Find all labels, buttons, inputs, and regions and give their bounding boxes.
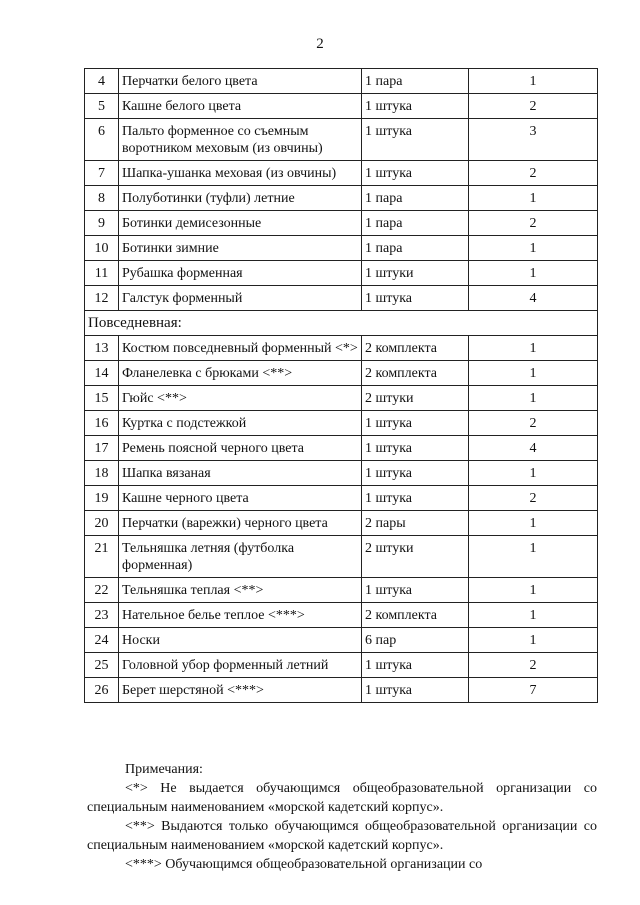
item-quantity: 2 комплекта [362, 361, 469, 386]
row-number: 9 [85, 211, 119, 236]
uniform-items-table [84, 68, 598, 703]
item-name: Ремень поясной черного цвета [119, 436, 362, 461]
item-name: Кашне черного цвета [119, 486, 362, 511]
section-row [85, 311, 598, 336]
item-wear-term: 1 [469, 69, 598, 94]
item-quantity: 1 пара [362, 236, 469, 261]
item-wear-term: 7 [469, 678, 598, 703]
item-wear-term: 1 [469, 236, 598, 261]
item-name: Тельняшка теплая <**> [119, 578, 362, 603]
row-number: 5 [85, 94, 119, 119]
row-number: 21 [85, 536, 119, 578]
item-quantity: 1 штука [362, 411, 469, 436]
table-row [85, 536, 598, 578]
row-number: 6 [85, 119, 119, 161]
item-quantity: 1 штуки [362, 261, 469, 286]
item-quantity: 1 штука [362, 461, 469, 486]
row-number: 18 [85, 461, 119, 486]
item-name: Берет шерстяной <***> [119, 678, 362, 703]
table-row [85, 336, 598, 361]
row-number: 17 [85, 436, 119, 461]
item-wear-term: 1 [469, 461, 598, 486]
item-name: Носки [119, 628, 362, 653]
item-wear-term: 2 [469, 161, 598, 186]
item-name: Пальто форменное со съемным воротником меховым (из овчины) [119, 119, 362, 161]
item-name: Шапка вязаная [119, 461, 362, 486]
table-row [85, 411, 598, 436]
item-wear-term: 1 [469, 361, 598, 386]
row-number: 24 [85, 628, 119, 653]
item-name: Фланелевка с брюками <**> [119, 361, 362, 386]
item-name: Ботинки демисезонные [119, 211, 362, 236]
item-name: Головной убор форменный летний [119, 653, 362, 678]
table-row [85, 69, 598, 94]
table-row [85, 161, 598, 186]
row-number: 15 [85, 386, 119, 411]
item-wear-term: 1 [469, 628, 598, 653]
table-row [85, 653, 598, 678]
table-row [85, 628, 598, 653]
item-quantity: 2 комплекта [362, 603, 469, 628]
table-body-ceremonial [85, 69, 598, 311]
item-wear-term: 1 [469, 536, 598, 578]
table-row [85, 361, 598, 386]
item-wear-term: 2 [469, 486, 598, 511]
table-row [85, 461, 598, 486]
row-number: 20 [85, 511, 119, 536]
item-wear-term: 1 [469, 186, 598, 211]
item-name: Галстук форменный [119, 286, 362, 311]
item-name: Кашне белого цвета [119, 94, 362, 119]
item-wear-term: 1 [469, 511, 598, 536]
note-item: <**> Выдаются только обучающимся общеобразовательной организации со специальным наименованием «морской кадетский корпус». [87, 819, 597, 853]
row-number: 19 [85, 486, 119, 511]
item-wear-term: 2 [469, 211, 598, 236]
table-row [85, 186, 598, 211]
table-row [85, 286, 598, 311]
table-row [85, 436, 598, 461]
item-wear-term: 1 [469, 336, 598, 361]
item-name: Куртка с подстежкой [119, 411, 362, 436]
table-body-daily [85, 336, 598, 703]
table-row [85, 603, 598, 628]
table-row [85, 386, 598, 411]
item-name: Ботинки зимние [119, 236, 362, 261]
item-name: Перчатки (варежки) черного цвета [119, 511, 362, 536]
item-name: Тельняшка летняя (футболка форменная) [119, 536, 362, 578]
page-number: 2 [316, 36, 324, 52]
section-label-daily: Повседневная: [85, 311, 598, 336]
item-quantity: 1 штука [362, 486, 469, 511]
item-quantity: 1 штука [362, 286, 469, 311]
table-row [85, 211, 598, 236]
item-name: Перчатки белого цвета [119, 69, 362, 94]
item-quantity: 1 штука [362, 119, 469, 161]
item-wear-term: 1 [469, 603, 598, 628]
item-quantity: 2 штуки [362, 386, 469, 411]
row-number: 8 [85, 186, 119, 211]
row-number: 7 [85, 161, 119, 186]
item-name: Шапка-ушанка меховая (из овчины) [119, 161, 362, 186]
row-number: 26 [85, 678, 119, 703]
row-number: 16 [85, 411, 119, 436]
table-row [85, 119, 598, 161]
item-wear-term: 3 [469, 119, 598, 161]
item-wear-term: 1 [469, 261, 598, 286]
item-quantity: 1 штука [362, 161, 469, 186]
note-item: <***> Обучающимся общеобразовательной организации со [125, 857, 483, 872]
item-quantity: 6 пар [362, 628, 469, 653]
item-wear-term: 2 [469, 94, 598, 119]
table-row [85, 94, 598, 119]
row-number: 23 [85, 603, 119, 628]
item-quantity: 1 штука [362, 578, 469, 603]
table-row [85, 486, 598, 511]
item-wear-term: 4 [469, 286, 598, 311]
item-name: Костюм повседневный форменный <*> [119, 336, 362, 361]
row-number: 25 [85, 653, 119, 678]
notes-title: Примечания: [125, 762, 203, 777]
table-row [85, 511, 598, 536]
row-number: 11 [85, 261, 119, 286]
table-row [85, 261, 598, 286]
item-quantity: 2 штуки [362, 536, 469, 578]
notes-section [87, 760, 597, 874]
item-name: Рубашка форменная [119, 261, 362, 286]
item-wear-term: 2 [469, 653, 598, 678]
table-row [85, 678, 598, 703]
item-quantity: 1 штука [362, 436, 469, 461]
item-wear-term: 2 [469, 411, 598, 436]
item-wear-term: 4 [469, 436, 598, 461]
table-body-section [85, 311, 598, 336]
item-name: Гюйс <**> [119, 386, 362, 411]
table-row [85, 236, 598, 261]
row-number: 4 [85, 69, 119, 94]
item-quantity: 1 штука [362, 94, 469, 119]
item-quantity: 2 пары [362, 511, 469, 536]
item-wear-term: 1 [469, 386, 598, 411]
item-quantity: 1 штука [362, 678, 469, 703]
item-quantity: 1 штука [362, 653, 469, 678]
item-name: Полуботинки (туфли) летние [119, 186, 362, 211]
row-number: 13 [85, 336, 119, 361]
note-item: <*> Не выдается обучающимся общеобразовательной организации со специальным наименованием «морской кадетский корпус». [87, 781, 597, 815]
item-quantity: 1 пара [362, 186, 469, 211]
item-quantity: 2 комплекта [362, 336, 469, 361]
table-row [85, 578, 598, 603]
row-number: 12 [85, 286, 119, 311]
item-quantity: 1 пара [362, 69, 469, 94]
row-number: 10 [85, 236, 119, 261]
row-number: 22 [85, 578, 119, 603]
item-name: Нательное белье теплое <***> [119, 603, 362, 628]
item-wear-term: 1 [469, 578, 598, 603]
row-number: 14 [85, 361, 119, 386]
item-quantity: 1 пара [362, 211, 469, 236]
